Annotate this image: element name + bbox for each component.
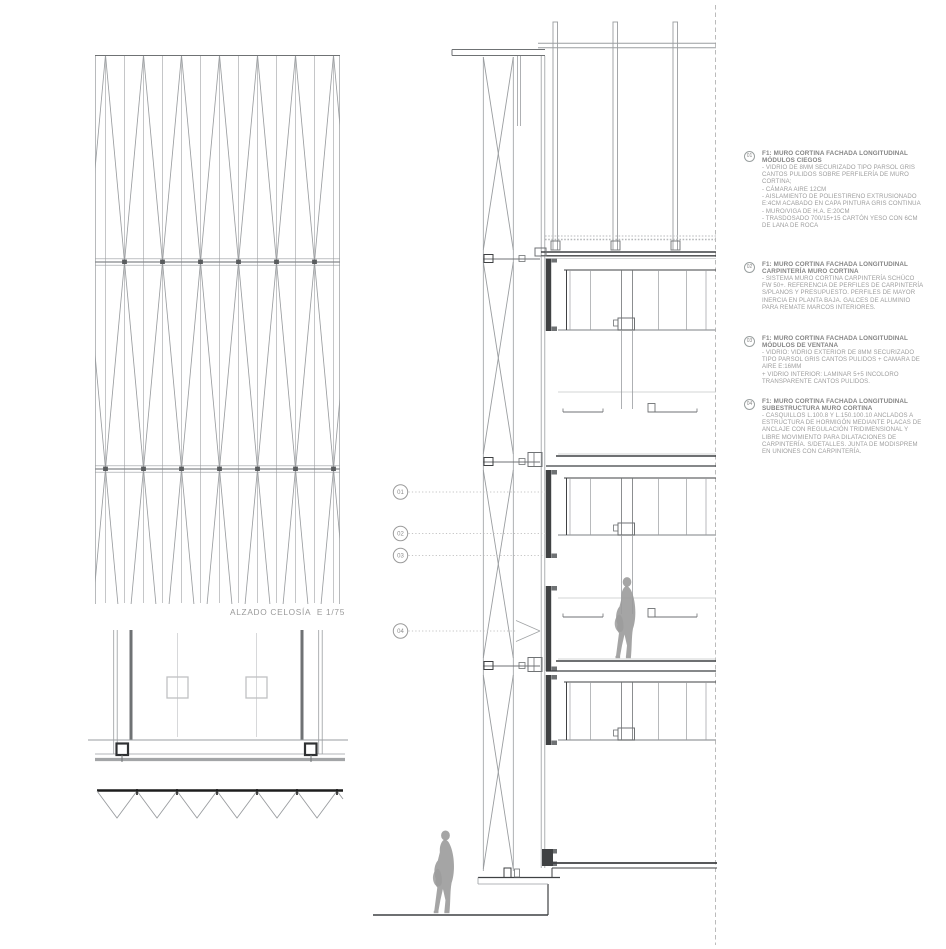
drawing-rect	[648, 609, 655, 618]
note-number-badge: 04	[744, 399, 755, 410]
note-text-line: + VIDRIO INTERIOR: LAMINAR 5+5 INCOLORO TRANSPARENTE CANTOS PULIDOS.	[762, 371, 899, 386]
drawing-rect	[293, 467, 298, 471]
drawing-line	[207, 55, 257, 604]
drawing-line	[258, 55, 308, 604]
facade-section-drawing	[373, 22, 717, 915]
note-text-line: - CASQUILLOS L.100.8 Y L.150.100.10 ANCLADOS A ESTRUCTURA DE HORMIGÓN MEDIANTE PLACAS DE ANCLAJE CON REGULACIÓN TRIDIMENSIONAL Y LIBRE MOVIMIENTO PARA DILATACIONES DE CARPINTERÍA. S/DETALLES. JUNTA DE MODISPREM EN UNIONES CON CARPINTERÍA.	[762, 412, 922, 456]
drawing-rect	[546, 586, 551, 671]
drawing-line	[245, 55, 295, 604]
note-block-03	[744, 335, 925, 386]
drawing-line	[283, 55, 333, 604]
drawing-line	[182, 55, 232, 604]
drawing-rect	[546, 258, 551, 331]
note-block-04	[744, 398, 925, 457]
drawing-rect	[546, 675, 551, 745]
drawing-rect	[552, 470, 558, 475]
drawing-rect	[331, 467, 336, 471]
note-block-02	[744, 261, 925, 312]
drawing-rect	[160, 260, 165, 264]
note-text-line: - SISTEMA MURO CORTINA CARPINTERÍA SCHÜCO FW 50+. REFERENCIA DE PERFILES DE CARPINTERÍA S/PLANOS Y PRESUPUESTO. PERFILES DE MAYOR INERCIA EN PLANTA BAJA. GALCES DE ALUMINIO PARA REMATE MARCOS INTERIORES.	[762, 275, 923, 312]
drawing-rect	[528, 658, 542, 672]
note-title: F1: MURO CORTINA FACHADA LONGITUDINAL SUBESTRUCTURA MURO CORTINA	[762, 398, 908, 413]
drawing-rect	[552, 675, 558, 680]
drawing-rect	[546, 470, 551, 558]
drawing-rect	[198, 260, 203, 264]
drawing-rect	[236, 260, 241, 264]
drawing-line	[106, 55, 156, 604]
drawing-rect	[552, 586, 558, 591]
drawing-rect	[141, 467, 146, 471]
callout-label: 04	[397, 629, 404, 636]
drawing-rect	[614, 525, 619, 531]
drawing-line	[55, 55, 105, 604]
drawing-line	[372, 55, 422, 604]
drawing-rect	[528, 453, 542, 467]
drawing-rect	[552, 667, 558, 672]
drawing-rect	[122, 260, 127, 264]
callout-label: 03	[397, 553, 404, 560]
note-title: F1: MURO CORTINA FACHADA LONGITUDINAL CARPINTERÍA MURO CORTINA	[762, 261, 908, 276]
note-text-line: - VIDRIO DE 8MM SECURIZADO TIPO PARSOL GRIS CANTOS PULIDOS SOBRE PERFILERÍA DE MURO CORTINA;	[762, 164, 916, 186]
drawing-line	[17, 55, 67, 604]
note-text-line: - AISLAMIENTO DE POLIESTIRENO EXTRUSIONADO E:4CM ACABADO EN CAPA PINTURA GRIS CONTINUA	[762, 194, 921, 208]
drawing-rect	[504, 868, 511, 878]
drawing-line	[144, 55, 194, 604]
drawing-rect	[312, 260, 317, 264]
drawing-rect	[552, 327, 558, 332]
note-text-line: - VIDRIO: VIDRIO EXTERIOR DE 8MM SECURIZADO TIPO PARSOL GRIS CANTOS PULIDOS + CAMARA DE AIRE E:16MM	[762, 349, 920, 371]
drawing-rect	[117, 744, 129, 756]
note-title: F1: MURO CORTINA FACHADA LONGITUDINAL MÓDULOS DE VENTANA	[762, 335, 908, 350]
drawing-rect	[618, 523, 635, 535]
drawing-line	[131, 55, 181, 604]
plan-louver-hatch	[97, 791, 343, 818]
callout-label: 02	[397, 531, 404, 538]
drawing-rect	[618, 728, 635, 740]
drawing-rect	[611, 241, 620, 250]
note-number-badge: 01	[744, 151, 755, 162]
drawing-rect	[255, 467, 260, 471]
drawing-rect	[618, 318, 635, 330]
celosia-elevation-drawing	[17, 55, 422, 604]
callout-markers	[393, 485, 546, 642]
note-block-01	[744, 150, 925, 231]
celosia-elevation-bands	[95, 56, 340, 473]
drawing-line	[93, 55, 143, 604]
drawing-line	[220, 55, 270, 604]
drawing-rect	[542, 849, 553, 866]
drawing-rect	[103, 467, 108, 471]
celosia-plan-drawing	[88, 630, 348, 818]
drawing-rect	[179, 467, 184, 471]
person-figure-exterior	[433, 830, 454, 913]
note-title: F1: MURO CORTINA FACHADA LONGITUDINAL MÓDULOS CIEGOS	[762, 150, 908, 165]
drawing-rect	[614, 320, 619, 326]
callout-arrow	[516, 621, 540, 642]
drawing-rect	[671, 241, 680, 250]
drawing-line	[296, 55, 346, 604]
drawing-rect	[551, 241, 560, 250]
drawing-rect	[552, 741, 558, 746]
callout-label: 01	[397, 490, 404, 497]
note-text-line: - MURO/VIGA DE H.A. E:20CM	[762, 208, 850, 215]
note-number-badge: 02	[744, 262, 755, 273]
drawing-rect	[552, 554, 558, 559]
drawing-line	[321, 55, 371, 604]
drawing-rect	[274, 260, 279, 264]
drawing-rect	[515, 869, 520, 877]
note-text-line: - CÁMARA AIRE 12CM	[762, 186, 827, 193]
note-number-badge: 03	[744, 336, 755, 347]
drawing-line	[169, 55, 219, 604]
drawing-rect	[648, 404, 655, 413]
drawing-rect	[305, 744, 317, 756]
drawing-line	[68, 55, 118, 604]
drawing-line	[334, 55, 384, 604]
note-text-line: - TRASDOSADO 700/15+15 CARTÓN YESO CON 6CM DE LANA DE ROCA	[762, 216, 918, 230]
drawing-rect	[217, 467, 222, 471]
elevation-caption: ALZADO CELOSÍA E 1/75	[230, 607, 346, 617]
drawing-rect	[614, 730, 619, 736]
